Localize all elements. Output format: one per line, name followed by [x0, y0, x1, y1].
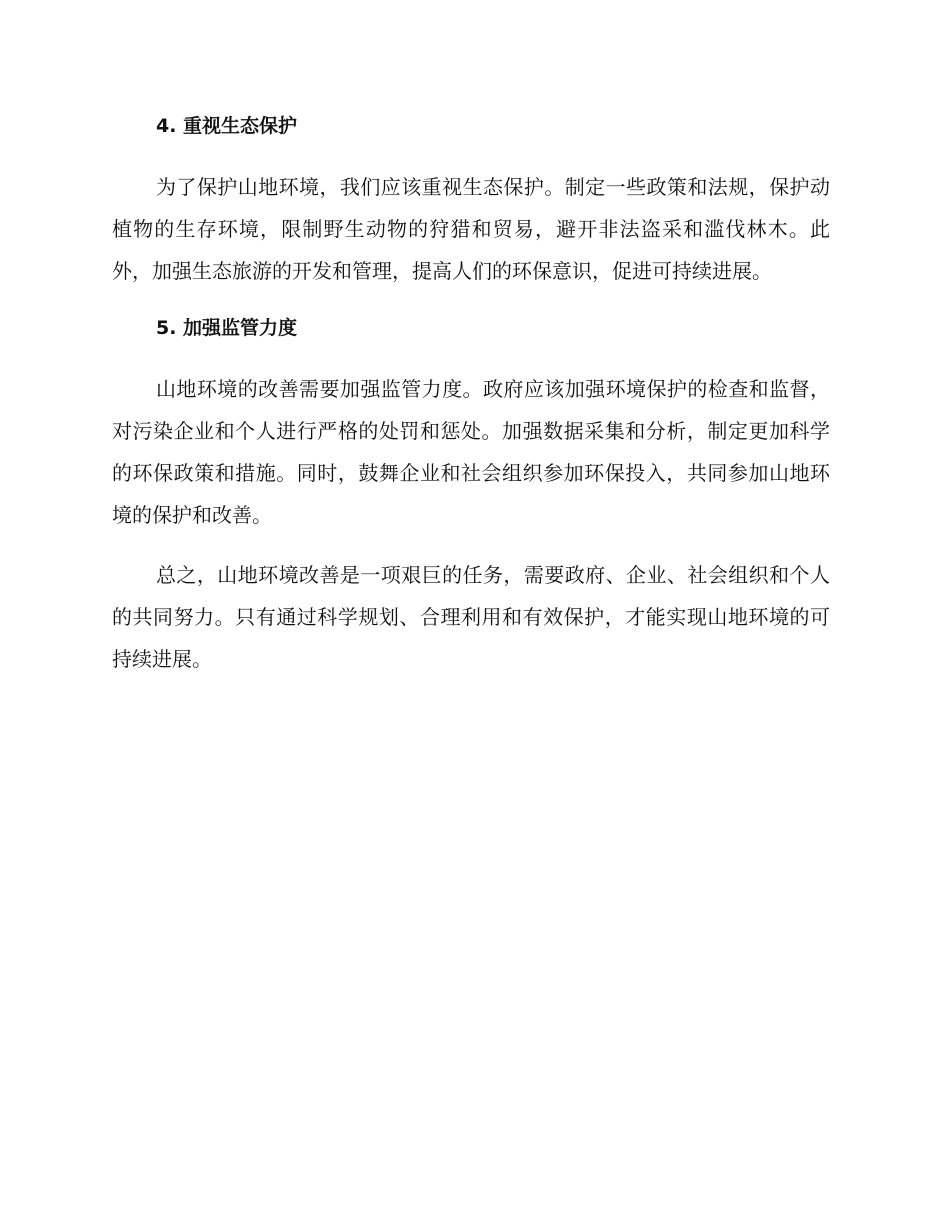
section-heading-supervision: 5. 加强监管力度 — [156, 317, 298, 339]
document-body — [112, 108, 830, 680]
conclusion-paragraph: 总之，山地环境改善是一项艰巨的任务，需要政府、企业、社会组织和个人的共同努力。只有通过科学规划、合理利用和有效保护，才能实现山地环境的可持续进展。 — [112, 563, 830, 671]
section-heading-ecology: 4. 重视生态保护 — [156, 115, 298, 137]
section-paragraph-ecology: 为了保护山地环境，我们应该重视生态保护。制定一些政策和法规，保护动植物的生存环境，限制野生动物的狩猎和贸易，避开非法盗采和滥伐林木。此外，加强生态旅游的开发和管理，提高人们的环保意识，促进可持续进展。 — [112, 175, 830, 283]
section-paragraph-supervision: 山地环境的改善需要加强监管力度。政府应该加强环境保护的检查和监督，对污染企业和个人进行严格的处罚和惩处。加强数据采集和分析，制定更加科学的环保政策和措施。同时，鼓舞企业和社会组织参加环保投入，共同参加山地环境的保护和改善。 — [112, 377, 830, 527]
